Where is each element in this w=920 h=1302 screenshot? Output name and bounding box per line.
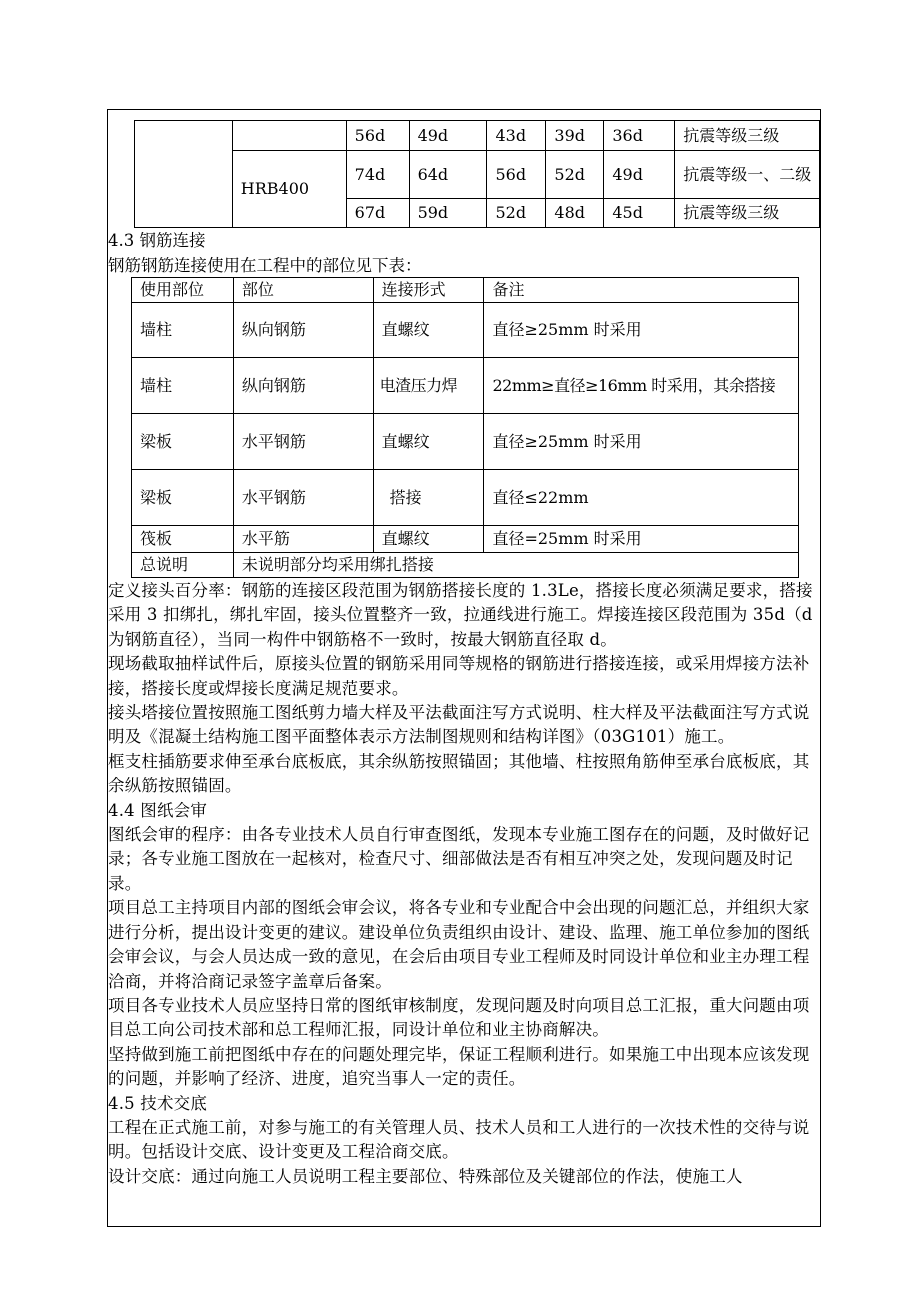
table-cell: 64d bbox=[409, 151, 487, 199]
table-cell: 45d bbox=[604, 199, 675, 228]
paragraph: 接头塔接位置按照施工图纸剪力墙大样及平法截面注写方式说明、柱大样及平法截面注写方式说明及《混凝土结构施工图平面整体表示方法制图规则和结构详图》（03G101）施工。 bbox=[108, 703, 810, 747]
column-header: 部位 bbox=[233, 278, 373, 303]
table-cell: 67d bbox=[346, 199, 409, 228]
table-cell: 直径≥25mm 时采用 bbox=[484, 303, 799, 358]
table-cell: 抗震等级一、二级 bbox=[675, 151, 820, 199]
table-cell: 52d bbox=[487, 199, 546, 228]
section-heading-4-3: 4.3 钢筋连接 bbox=[108, 231, 206, 250]
table-row bbox=[132, 414, 799, 470]
column-header: 使用部位 bbox=[132, 278, 234, 303]
blank-cell bbox=[232, 121, 346, 151]
table-cell: 48d bbox=[546, 199, 604, 228]
table-row bbox=[132, 303, 799, 358]
table-cell: 抗震等级三级 bbox=[675, 121, 820, 151]
table-row bbox=[132, 358, 799, 414]
table-cell: 36d bbox=[604, 121, 675, 151]
table-cell: 直径≤22mm bbox=[484, 470, 799, 526]
section-intro: 钢筋钢筋连接使用在工程中的部位见下表： bbox=[108, 256, 422, 275]
paragraph: 项目各专业技术人员应坚持日常的图纸审核制度，发现问题及时向项目总工汇报，重大问题由项目总工向公司技术部和总工程师汇报，同设计单位和业主协商解决。 bbox=[108, 995, 810, 1040]
table-cell: 搭接 bbox=[373, 470, 484, 526]
table-cell: 抗震等级三级 bbox=[675, 199, 820, 228]
column-header: 连接形式 bbox=[373, 278, 484, 303]
column-header: 备注 bbox=[484, 278, 799, 303]
table-cell: 直径=25mm 时采用 bbox=[484, 526, 799, 553]
table-cell: 筏板 bbox=[132, 526, 234, 553]
table-cell: 49d bbox=[409, 121, 487, 151]
rebar-connection-table bbox=[131, 277, 799, 578]
paragraph: 工程在正式施工前，对参与施工的有关管理人员、技术人员和工人进行的一次技术性的交待与说明。包括设计交底、设计变更及工程洽商交底。 bbox=[108, 1117, 810, 1162]
table-cell: 直径≥25mm 时采用 bbox=[484, 414, 799, 470]
table-row bbox=[132, 470, 799, 526]
summary-label: 总说明 bbox=[132, 553, 234, 578]
table-cell: 直螺纹 bbox=[373, 414, 484, 470]
table-cell: 梁板 bbox=[132, 414, 234, 470]
paragraph: 项目总工主持项目内部的图纸会审会议，将各专业和专业配合中会出现的问题汇总，并组织大家进行分析，提出设计变更的建议。建设单位负责组织由设计、建设、监理、施工单位参加的图纸会审会议，与会人员达成一致的意见，在会后由项目专业工程师及时同设计单位和业主办理工程洽商，并将洽商记录签字盖章后备案。 bbox=[108, 898, 810, 991]
table-cell: 59d bbox=[409, 199, 487, 228]
table-cell: 直螺纹 bbox=[373, 303, 484, 358]
table-cell: 22mm≥直径≥16mm 时采用，其余搭接 bbox=[484, 358, 799, 414]
table-cell: 56d bbox=[346, 121, 409, 151]
table-cell: 水平筋 bbox=[233, 526, 373, 553]
table-cell: 梁板 bbox=[132, 470, 234, 526]
table-cell: 39d bbox=[546, 121, 604, 151]
table-cell: 纵向钢筋 bbox=[233, 358, 373, 414]
blank-cell bbox=[135, 121, 233, 228]
table-cell: 43d bbox=[487, 121, 546, 151]
table-cell: 水平钢筋 bbox=[233, 470, 373, 526]
paragraph: 定义接头百分率：钢筋的连接区段范围为钢筋搭接长度的 1.3Le，搭接长度必须满足要求，搭接采用 3 扣绑扎，绑扎牢固，接头位置整齐一致，拉通线进行施工。焊接连接区段范围为 35d（d 为钢筋直径），当同一构件中钢筋格不一致时，按最大钢筋直径取 d。 bbox=[108, 581, 813, 649]
table-cell: 墙柱 bbox=[132, 358, 234, 414]
table-cell: 56d bbox=[487, 151, 546, 199]
table-cell: 纵向钢筋 bbox=[233, 303, 373, 358]
paragraph: 图纸会审的程序：由各专业技术人员自行审查图纸，发现本专业施工图存在的问题，及时做好记录；各专业施工图放在一起核对，检查尺寸、细部做法是否有相互冲突之处，发现问题及时记录。 bbox=[108, 825, 810, 893]
section-4-3-body bbox=[108, 579, 820, 1189]
steel-grade-cell: HRB400 bbox=[232, 151, 346, 228]
section-heading-4-4: 4.4 图纸会审 bbox=[108, 800, 208, 820]
table-cell: 49d bbox=[604, 151, 675, 199]
table-summary-row bbox=[132, 553, 799, 578]
paragraph: 框支柱插筋要求伸至承台底板底，其余纵筋按照锚固；其他墙、柱按照角筋伸至承台底板底，其余纵筋按照锚固。 bbox=[108, 751, 810, 796]
section-heading-4-5: 4.5 技术交底 bbox=[108, 1093, 208, 1113]
paragraph: 坚持做到施工前把图纸中存在的问题处理完毕，保证工程顺利进行。如果施工中出现本应该发现的问题，并影响了经济、进度，追究当事人一定的责任。 bbox=[108, 1044, 810, 1089]
table-header-row bbox=[132, 278, 799, 303]
table-cell: 电渣压力焊 bbox=[373, 358, 484, 414]
table-row bbox=[135, 121, 820, 151]
paragraph: 现场截取抽样试件后，原接头位置的钢筋采用同等规格的钢筋进行搭接连接，或采用焊接方法补接，搭接长度或焊接长度满足规范要求。 bbox=[108, 654, 810, 698]
anchorage-length-table bbox=[134, 120, 820, 228]
table-cell: 墙柱 bbox=[132, 303, 234, 358]
table-cell: 52d bbox=[546, 151, 604, 199]
table-cell: 水平钢筋 bbox=[233, 414, 373, 470]
paragraph: 设计交底：通过向施工人员说明工程主要部位、特殊部位及关键部位的作法，使施工人 bbox=[108, 1166, 743, 1186]
summary-text: 未说明部分均采用绑扎搭接 bbox=[233, 553, 798, 578]
table-row bbox=[132, 526, 799, 553]
table-row bbox=[135, 151, 820, 199]
table-cell: 74d bbox=[346, 151, 409, 199]
table-cell: 直螺纹 bbox=[373, 526, 484, 553]
